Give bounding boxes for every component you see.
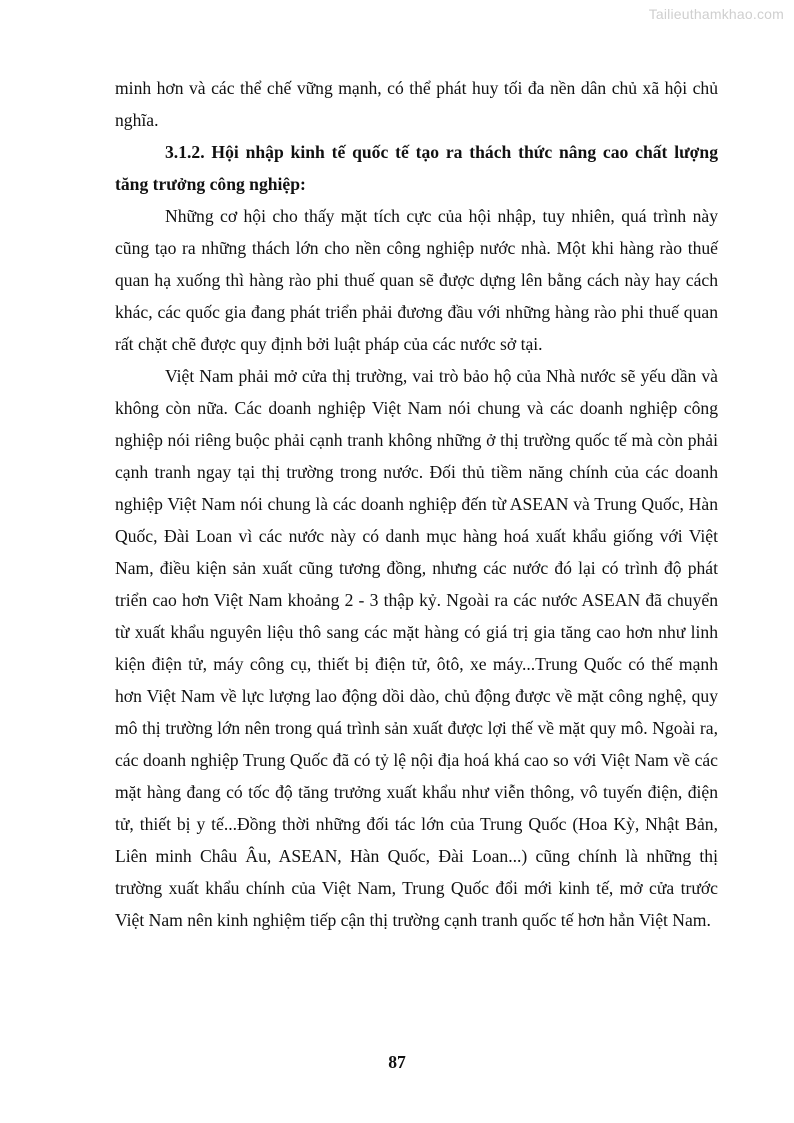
paragraph-1: Những cơ hội cho thấy mặt tích cực của hội nhập, tuy nhiên, quá trình này cũng tạo ra những thách lớn cho nền công nghiệp nước nhà. Một khi hàng rào thuế quan hạ xuống thì hàng rào phi thuế quan sẽ được dựng lên bằng cách này hay cách khác, các quốc gia đang phát triển phải đương đầu với những hàng rào phi thuế quan rất chặt chẽ được quy định bởi luật pháp của các nước sở tại.	[115, 206, 718, 354]
document-body	[115, 72, 718, 936]
section-heading: 3.1.2. Hội nhập kinh tế quốc tế tạo ra thách thức nâng cao chất lượng tăng trưởng công nghiệp:	[115, 142, 718, 194]
page-number: 87	[388, 1052, 406, 1072]
paragraph-intro: minh hơn và các thể chế vững mạnh, có thể phát huy tối đa nền dân chủ xã hội chủ nghĩa.	[115, 78, 718, 130]
watermark-text: Tailieuthamkhao.com	[648, 6, 784, 22]
paragraph-2: Việt Nam phải mở cửa thị trường, vai trò bảo hộ của Nhà nước sẽ yếu dần và không còn nữa. Các doanh nghiệp Việt Nam nói chung và các doanh nghiệp công nghiệp nói riêng buộc phải cạnh tranh không những ở thị trường quốc tế mà còn phải cạnh tranh ngay tại thị trường trong nước. Đối thủ tiềm năng chính của các doanh nghiệp Việt Nam nói chung là các doanh nghiệp đến từ ASEAN và Trung Quốc, Hàn Quốc, Đài Loan vì các nước này có danh mục hàng hoá xuất khẩu giống với Việt Nam, điều kiện sản xuất cũng tương đồng, nhưng các nước đó lại có trình độ phát triển cao hơn Việt Nam khoảng 2 - 3 thập kỷ. Ngoài ra các nước ASEAN đã chuyển từ xuất khẩu nguyên liệu thô sang các mặt hàng có giá trị gia tăng cao hơn như linh kiện điện tử, máy công cụ, thiết bị điện tử, ôtô, xe máy...Trung Quốc có thế mạnh hơn Việt Nam về lực lượng lao động dồi dào, chủ động được về mặt công nghệ, quy mô thị trường lớn nên trong quá trình sản xuất được lợi thế về mặt quy mô. Ngoài ra, các doanh nghiệp Trung Quốc đã có tỷ lệ nội địa hoá khá cao so với Việt Nam về các mặt hàng đang có tốc độ tăng trưởng xuất khẩu như viễn thông, vô tuyến điện, điện tử, thiết bị y tế...Đồng thời những đối tác lớn của Trung Quốc (Hoa Kỳ, Nhật Bản, Liên minh Châu Âu, ASEAN, Hàn Quốc, Đài Loan...) cũng chính là những thị trường xuất khẩu chính của Việt Nam, Trung Quốc đổi mới kinh tế, mở cửa trước Việt Nam nên kinh nghiệm tiếp cận thị trường cạnh tranh quốc tế hơn hẳn Việt Nam.	[115, 366, 718, 930]
